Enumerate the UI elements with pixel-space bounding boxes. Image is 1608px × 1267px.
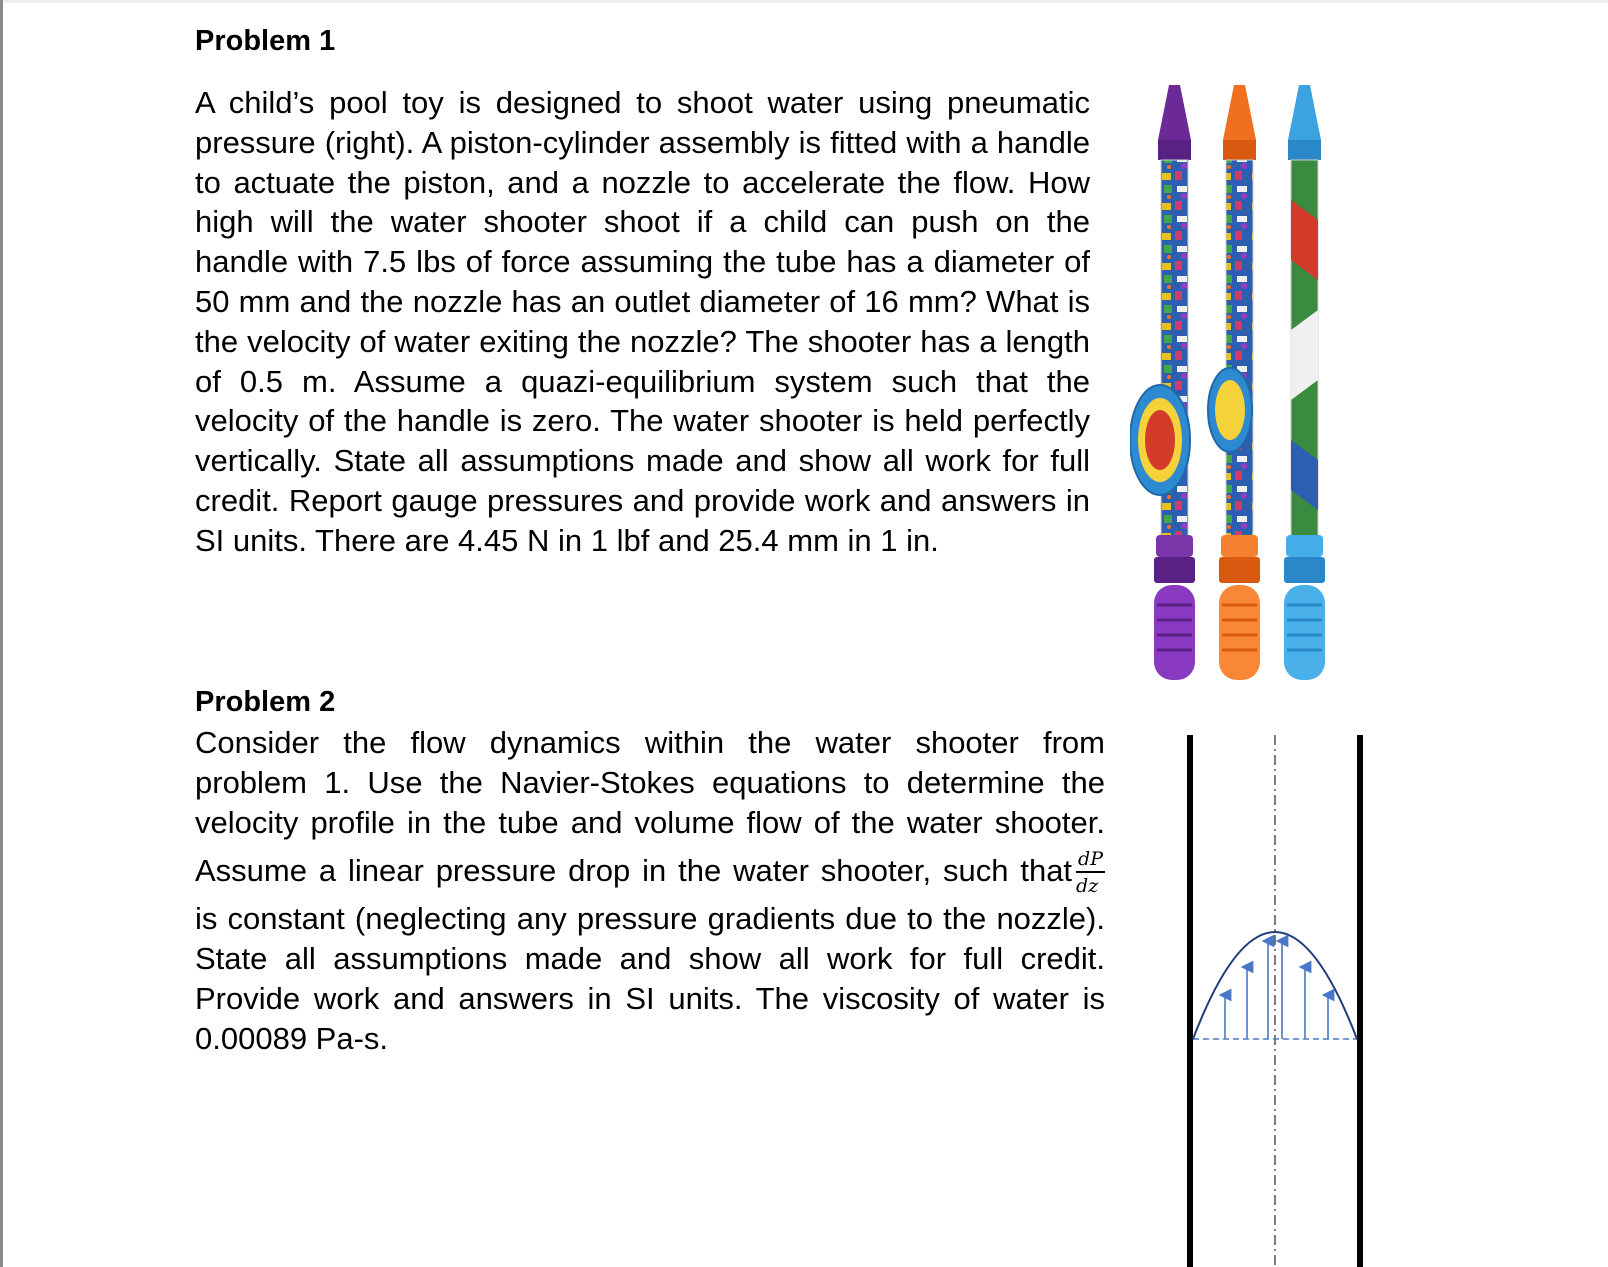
problem-2-line-2: problem 1. Use the Navier-Stokes equations to determine the (195, 765, 1105, 800)
problem-2-text (195, 723, 1105, 1059)
problem-2-line-3: velocity profile in the tube and volume flow of the water shooter. (195, 805, 1105, 840)
problem-2-line-1: Consider the flow dynamics within the water shooter from (195, 725, 1105, 760)
problem-2-line-8: 0.00089 Pa-s. (195, 1021, 389, 1056)
fraction-denominator: dz (1076, 875, 1099, 898)
pressure-gradient-fraction (1076, 849, 1105, 896)
blue-shooter (1284, 85, 1325, 680)
velocity-profile-diagram (1180, 735, 1370, 1267)
problem-1-text: A child’s pool toy is designed to shoot water using pneumatic pressure (right). A piston-cylinder assembly is fitted with a handle to actuate the piston, and a nozzle to accelerate the flow. How high will the water shooter shoot if a child can push on the handle with 7.5 lbs of force assuming the tube has a diameter of 50 mm and the nozzle has an outlet diameter of 16 mm? What is the velocity of water exiting the nozzle? The shooter has a length of 0.5 m. Assume a quazi-equilibrium system such that the velocity of the handle is zero. The water shooter is held perfectly vertically. State all assumptions made and show all work for full credit. Report gauge pressures and provide work and answers in SI units. There are 4.45 N in 1 lbf and 25.4 mm in 1 in. (195, 85, 1090, 558)
fraction-numerator: dP (1076, 849, 1105, 873)
product-tag-left (1130, 385, 1190, 495)
problem-2-line-6: State all assumptions made and show all work for full credit. (195, 941, 1105, 976)
problem-2-line-4-text: Assume a linear pressure drop in the water shooter, such that (195, 853, 1073, 888)
product-tag-right (1208, 368, 1252, 452)
water-shooter-toy-image (1130, 80, 1380, 700)
problem-2-line-4 (195, 843, 1105, 899)
problem-2-line-5: is constant (neglecting any pressure gradients due to the nozzle). (195, 901, 1105, 936)
problem-2-title: Problem 2 (195, 686, 336, 718)
problem-1-title: Problem 1 (195, 25, 336, 57)
purple-shooter (1154, 85, 1195, 680)
left-border (0, 0, 3, 1267)
problem-2-line-7: Provide work and answers in SI units. The viscosity of water is (195, 981, 1105, 1016)
top-border (3, 0, 1608, 3)
